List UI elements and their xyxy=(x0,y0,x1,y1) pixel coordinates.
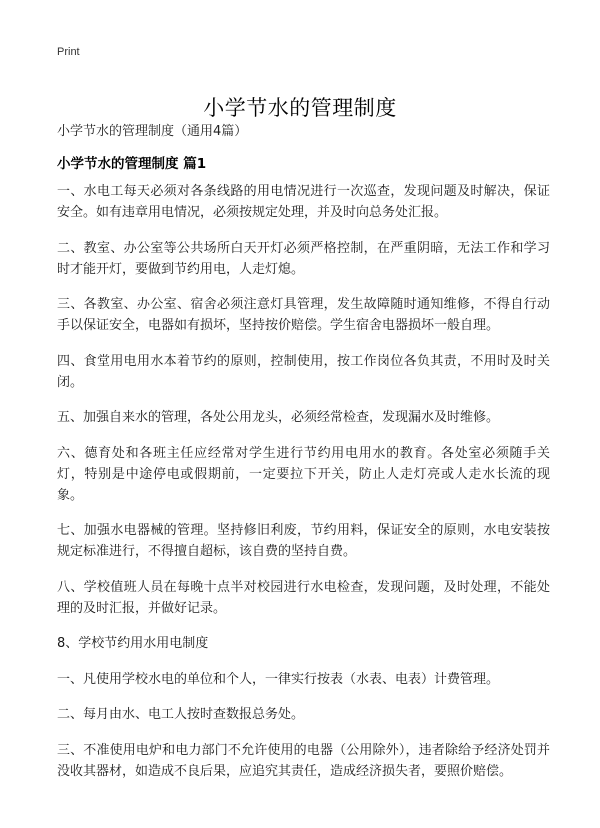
document-body xyxy=(57,181,550,796)
paragraph: 三、不准使用电炉和电力部门不允许使用的电器（公用除外），违者除给予经济处罚并没收其器材，如造成不良后果，应追究其责任，造成经济损失者，要照价赔偿。 xyxy=(57,742,550,779)
paragraph: 四、食堂用电用水本着节约的原则，控制使用，按工作岗位各负其责，不用时及时关闭。 xyxy=(57,353,550,390)
section-heading: 小学节水的管理制度 篇1 xyxy=(57,156,207,172)
document-subtitle: 小学节水的管理制度（通用4篇） xyxy=(57,124,248,139)
print-label[interactable]: Print xyxy=(57,46,80,58)
paragraph: 二、教室、办公室等公共场所白天开灯必须严格控制，在严重阴暗，无法工作和学习时才能开灯，要做到节约用电，人走灯熄。 xyxy=(57,240,550,277)
paragraph: 一、水电工每天必须对各条线路的用电情况进行一次巡查，发现问题及时解决，保证安全。如有违章用电情况，必须按规定处理，并及时向总务处汇报。 xyxy=(57,184,550,220)
paragraph: 七、加强水电器械的管理。坚持修旧利废，节约用料，保证安全的原则，水电安装按规定标准进行，不得擅自超标，该自费的坚持自费。 xyxy=(57,523,550,559)
paragraph: 六、德育处和各班主任应经常对学生进行节约用电用水的教育。各处室必须随手关灯，特别是中途停电或假期前，一定要拉下开关，防止人走灯亮或人走水长流的现象。 xyxy=(57,445,550,503)
paragraph: 八、学校值班人员在每晚十点半对校园进行水电检查，发现问题，及时处理，不能处理的及时汇报，并做好记录。 xyxy=(57,579,550,616)
paragraph: 一、凡使用学校水电的单位和个人，一律实行按表（水表、电表）计费管理。 xyxy=(57,671,500,687)
subsection-heading: 8、学校节约用水用电制度 xyxy=(57,636,209,651)
paragraph: 二、每月由水、电工人按时查数报总务处。 xyxy=(57,707,305,722)
paragraph: 三、各教室、办公室、宿舍必须注意灯具管理，发生故障随时通知维修，不得自行动手以保证安全，电器如有损坏，坚持按价赔偿。学生宿舍电器损坏一般自理。 xyxy=(57,297,550,333)
page-title: 小学节水的管理制度 xyxy=(203,96,397,121)
paragraph: 五、加强自来水的管理，各处公用龙头，必须经常检查，发现漏水及时维修。 xyxy=(57,410,500,425)
